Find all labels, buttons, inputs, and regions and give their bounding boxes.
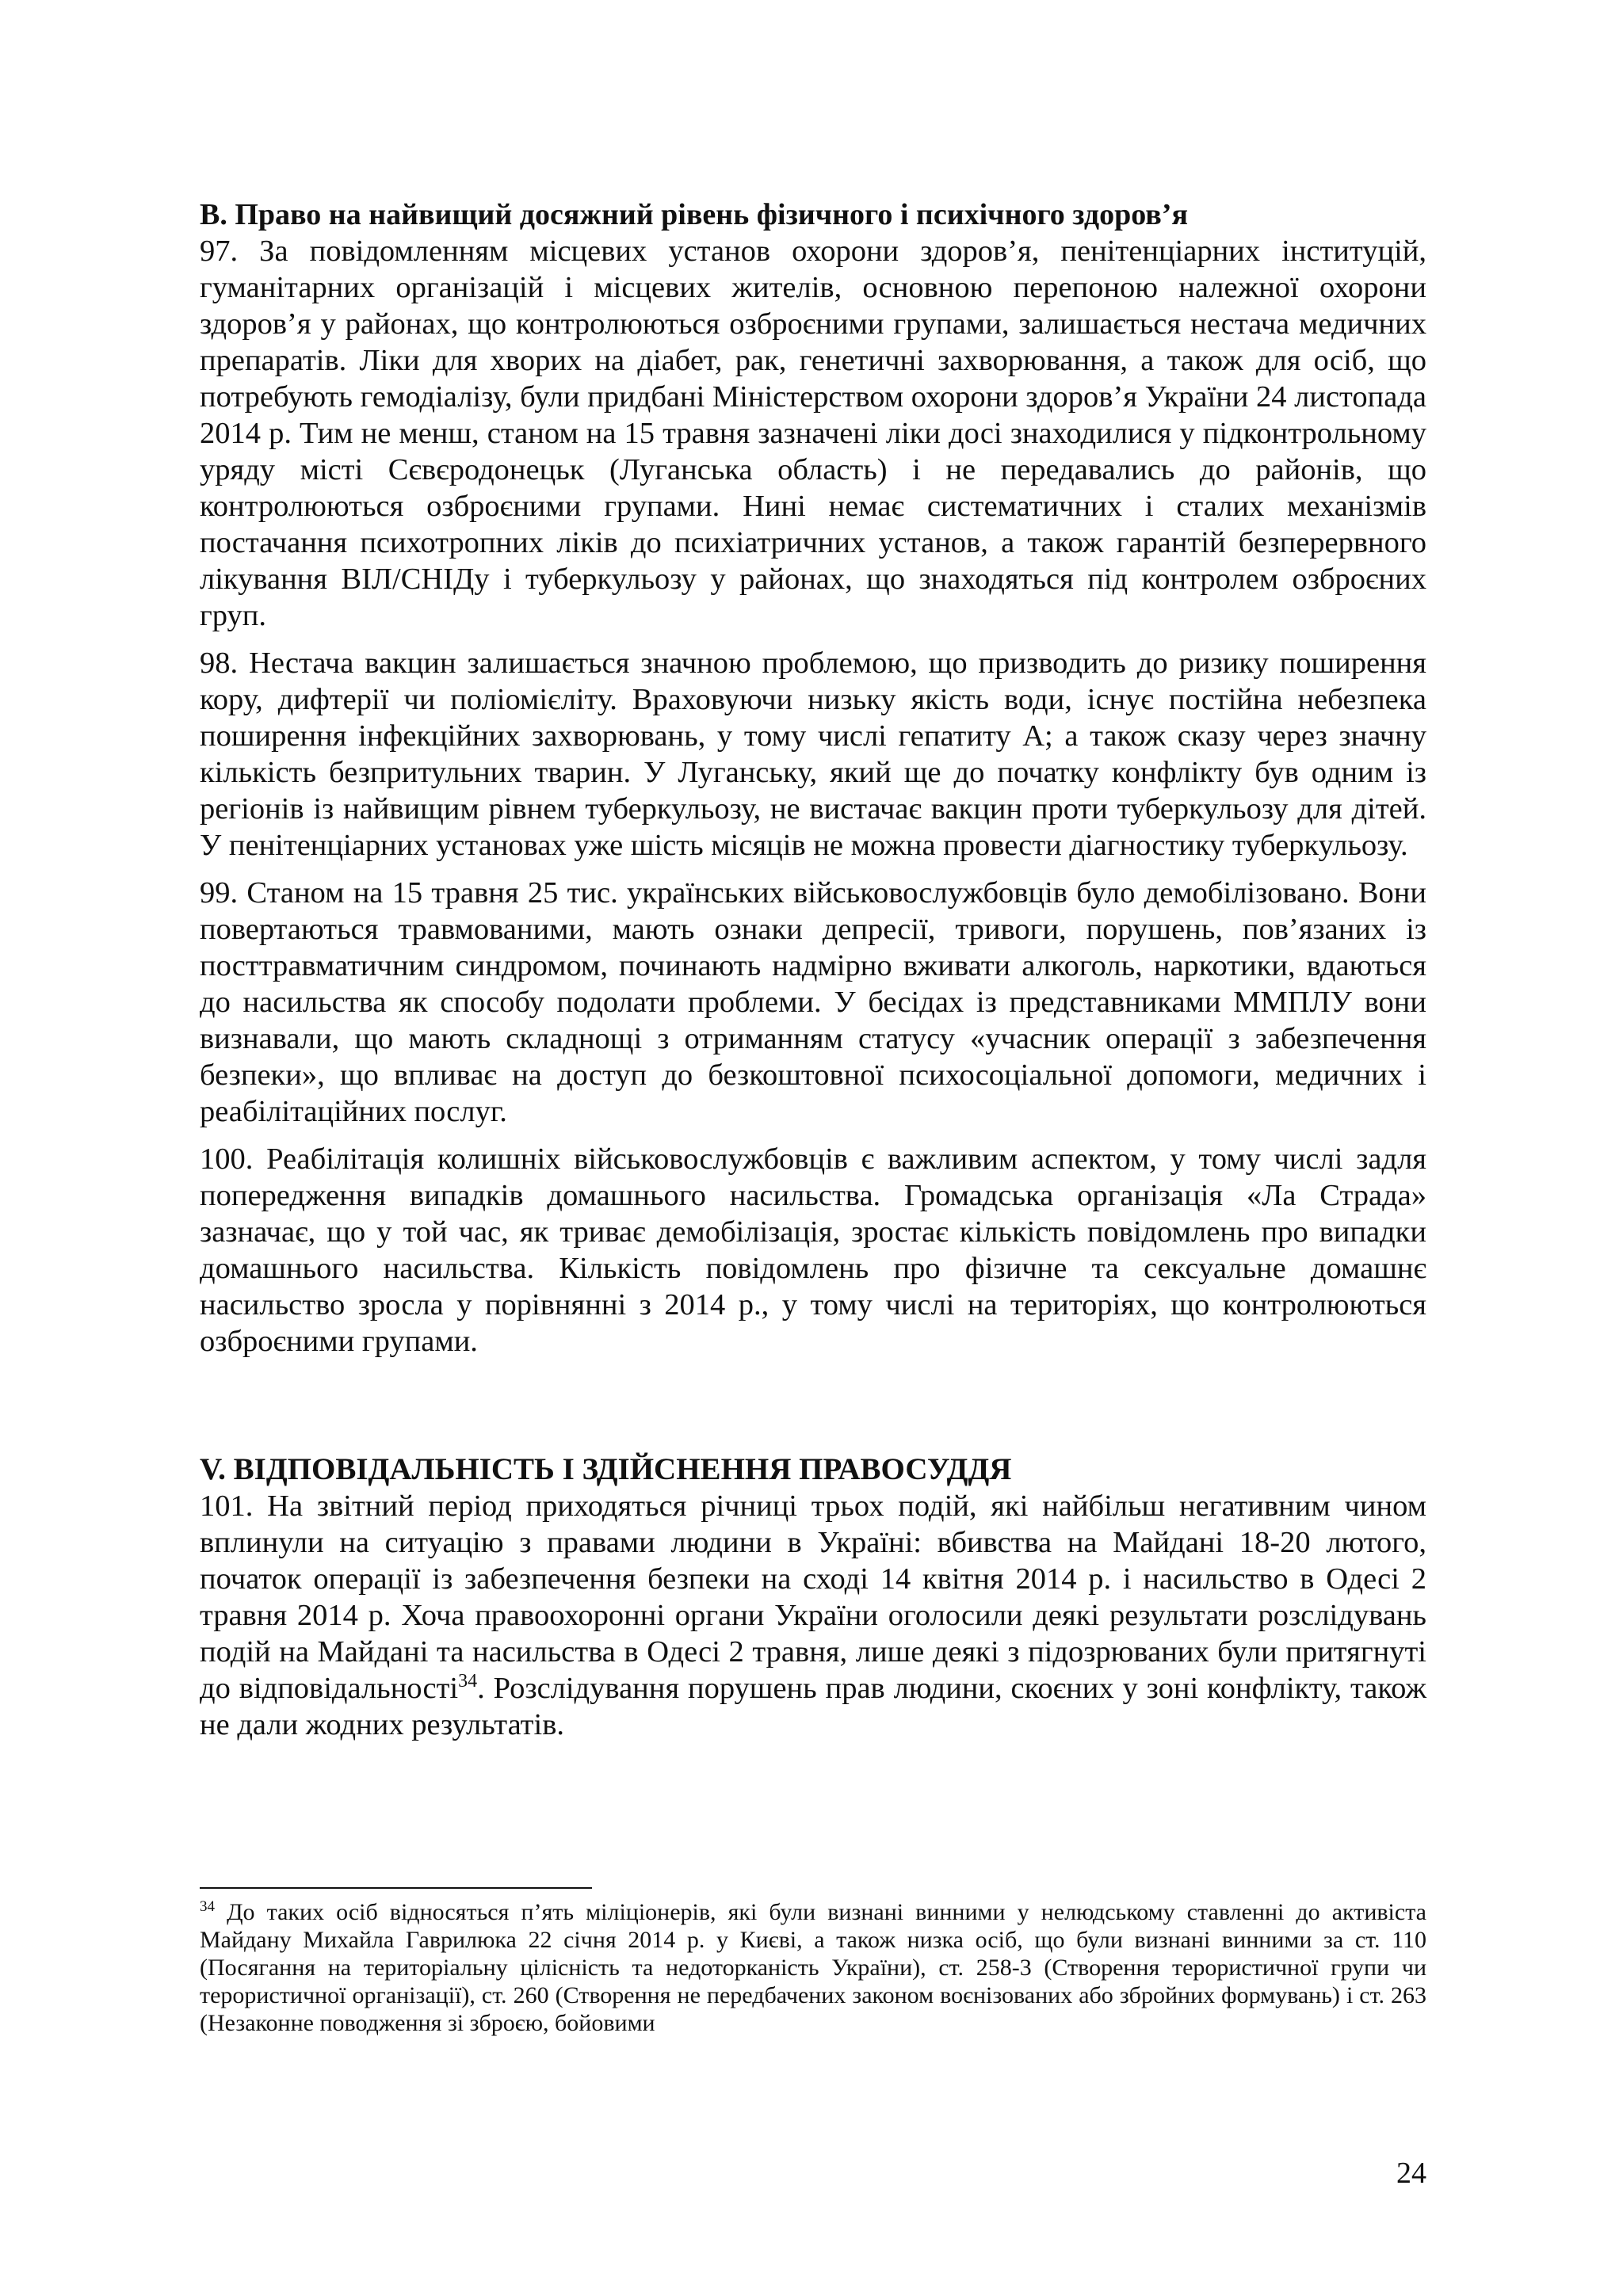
main-content	[200, 196, 1426, 1754]
subsection-heading: В. Право на найвищий досяжний рівень фізичного і психічного здоров’я	[200, 198, 1189, 231]
paragraph-99: 99. Станом на 15 травня 25 тис. українських військовослужбовців було демобілізовано. Вони повертаються травмованими, мають ознаки депресії, тривоги, порушень, пов’язаних із посттравматичним синдромом, починають надмірно вживати алкоголь, наркотики, вдаються до насильства як способу подолати проблеми. У бесідах із представниками ММПЛУ вони визнавали, що мають складнощі з отриманням статусу «учасник операції з забезпечення безпеки», що впливає на доступ до безкоштовної психосоціальної допомоги, медичних і реабілітаційних послуг.	[200, 876, 1426, 1128]
footnote-reference[interactable]: 34	[458, 1671, 478, 1692]
section-title: V. ВІДПОВІДАЛЬНІСТЬ І ЗДІЙСНЕННЯ ПРАВОСУДДЯ	[200, 1452, 1012, 1486]
page-number: 24	[1396, 2157, 1426, 2190]
footnote	[200, 1898, 1426, 2037]
paragraph-98: 98. Нестача вакцин залишається значною проблемою, що призводить до ризику поширення кору, дифтерії чи поліомієліту. Враховуючи низьку якість води, існує постійна небезпека поширення інфекційних захворювань, у тому числі гепатиту А; а також сказу через значну кількість безпритульних тварин. У Луганську, який ще до початку конфлікту був одним із регіонів із найвищим рівнем туберкульозу, не вистачає вакцин проти туберкульозу для дітей. У пенітенціарних установах уже шість місяців не можна провести діагностику туберкульозу.	[200, 646, 1426, 862]
footnote-separator	[200, 1887, 592, 1889]
footnote-number: 34	[200, 1898, 215, 1915]
paragraph-101-text: 101. На звітний період приходяться річниці трьох подій, які найбільш негативним чином вплинули на ситуацію з правами людини в Україні: вбивства на Майдані 18-20 лютого, початок операції із забезпечення безпеки на сході 14 квітня 2014 р. і насильство в Одесі 2 травня 2014 р. Хоча правоохоронні органи України оголосили деякі результати розслідувань подій на Майдані та насильства в Одесі 2 травня, лише деякі з підозрюваних були притягнуті до відповідальності	[200, 1489, 1426, 1705]
paragraph-97: 97. За повідомленням місцевих установ охорони здоров’я, пенітенціарних інституцій, гуманітарних організацій і місцевих жителів, основною перепоною належної охорони здоров’я у районах, що контролюються озброєними групами, залишається нестача медичних препаратів. Ліки для хворих на діабет, рак, генетичні захворювання, а також для осіб, що потребують гемодіалізу, були придбані Міністерством охорони здоров’я України 24 листопада 2014 р. Тим не менш, станом на 15 травня зазначені ліки досі знаходилися у підконтрольному уряду місті Сєвєродонецьк (Луганська область) і не передавались до районів, що контролюються озброєними групами. Нині немає систематичних і сталих механізмів постачання психотропних ліків до психіатричних установ, а також гарантій безперервного лікування ВІЛ/СНІДу і туберкульозу у районах, що знаходяться під контролем озброєних груп.	[200, 235, 1426, 632]
paragraph-101-text-end: . Розслідування порушень прав людини, скоєних у зоні конфлікту, також не дали жодних результатів.	[200, 1672, 1426, 1741]
footnote-text: До таких осіб відносяться п’ять міліціонерів, які були визнані винними у нелюдському ставленні до активіста Майдану Михайла Гаврилюка 22 січня 2014 р. у Києві, а також низка осіб, що були визнані винними за ст. 110 (Посягання на територіальну цілісність та недоторканість України), ст. 258-3 (Створення терористичної групи чи терористичної організації), ст. 260 (Створення не передбачених законом воєнізованих або збройних формувань) і ст. 263 (Незаконне поводження зі зброєю, бойовими	[200, 1899, 1426, 2036]
paragraph-101	[200, 1488, 1426, 1743]
paragraph-100: 100. Реабілітація колишніх військовослужбовців є важливим аспектом, у тому числі задля попередження випадків домашнього насильства. Громадська організація «Ла Страда» зазначає, що у той час, як триває демобілізація, зростає кількість повідомлень про випадки домашнього насильства. Кількість повідомлень про фізичне та сексуальне домашнє насильство зросла у порівнянні з 2014 р., у тому числі на територіях, що контролюються озброєними групами.	[200, 1142, 1426, 1358]
